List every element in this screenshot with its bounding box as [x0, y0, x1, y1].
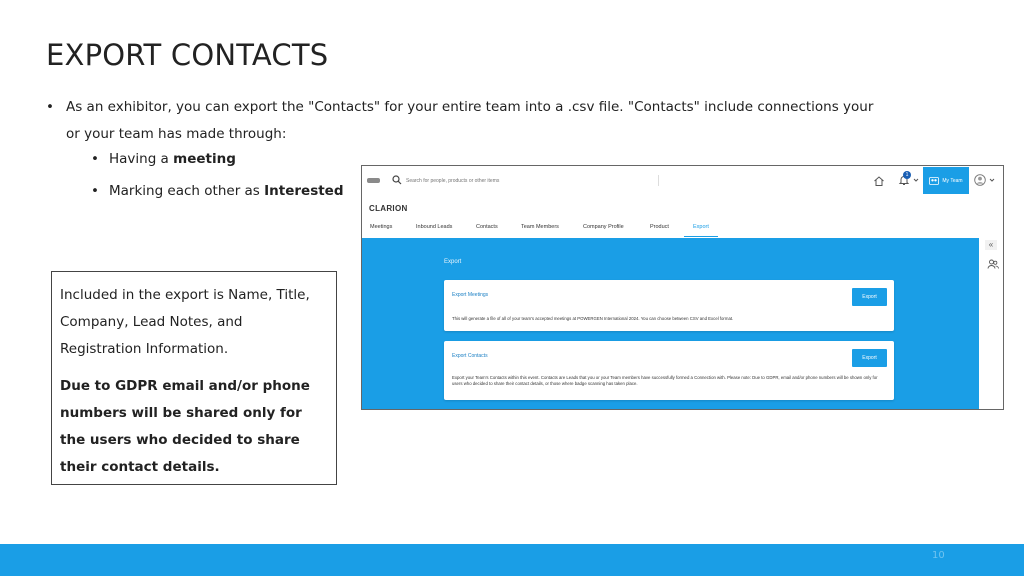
notification-badge: 1	[903, 171, 911, 179]
sub-bullet-bold: meeting	[173, 151, 236, 167]
export-heading: Export	[444, 259, 462, 265]
info-box	[51, 271, 337, 485]
tab-team-members[interactable]: Team Members	[521, 224, 559, 230]
main-bullet-text: As an exhibitor, you can export the "Contacts" for your entire team into a .csv file. "Contacts" include connections your or your team has made through:	[66, 99, 874, 142]
export-panel	[362, 238, 979, 410]
nav-tabs	[362, 221, 1003, 237]
search-input[interactable]	[406, 174, 656, 187]
chevron-down-icon[interactable]	[913, 177, 919, 183]
tab-inbound-leads[interactable]: Inbound Leads	[416, 224, 453, 230]
export-meetings-card	[444, 280, 894, 331]
export-contacts-button[interactable]: Export	[852, 349, 887, 367]
avatar-icon[interactable]	[974, 174, 986, 186]
home-icon[interactable]	[873, 175, 885, 187]
bullet-symbol: •	[91, 151, 99, 167]
chevron-down-icon[interactable]	[989, 177, 995, 183]
app-screenshot	[361, 165, 1004, 410]
main-bullet	[46, 94, 876, 148]
search-icon	[392, 175, 402, 185]
divider	[658, 175, 659, 186]
info-box-gdpr-note: Due to GDPR email and/or phone numbers will be shared only for the users who decided to share their contact details.	[60, 378, 310, 475]
my-team-button[interactable]	[923, 167, 969, 194]
page-number: 10	[932, 550, 945, 561]
menu-icon[interactable]	[367, 178, 380, 183]
sub-bullet-bold: Interested	[264, 183, 344, 199]
bullet-symbol: •	[91, 183, 99, 199]
card-description: This will generate a file of all of your team's accepted meetings at POWERGEN International 2024. You can choose between CSV and Excel format.	[452, 316, 734, 321]
people-icon[interactable]	[987, 258, 999, 270]
sub-bullet-meeting	[91, 151, 236, 167]
sub-bullet-text: Having a	[108, 151, 174, 167]
tab-meetings[interactable]: Meetings	[370, 224, 393, 230]
tab-export[interactable]: Export	[684, 221, 718, 237]
right-rail	[979, 238, 1004, 410]
export-meetings-button[interactable]: Export	[852, 288, 887, 306]
export-contacts-card	[444, 341, 894, 400]
brand-name: CLARION	[369, 204, 408, 213]
my-team-label: My Team	[942, 177, 963, 184]
footer-bar	[0, 544, 1024, 576]
tab-company-profile[interactable]: Company Profile	[583, 224, 624, 230]
sub-bullet-text: Marking each other as	[108, 183, 265, 199]
info-box-paragraph: Included in the export is Name, Title, Company, Lead Notes, and Registration Information.	[60, 287, 310, 357]
sub-bullet-interested	[91, 183, 344, 199]
bullet-symbol: •	[46, 99, 54, 115]
tab-contacts[interactable]: Contacts	[476, 224, 498, 230]
app-top-bar	[362, 166, 1003, 196]
collapse-icon[interactable]: «	[985, 240, 997, 250]
card-title: Export Contacts	[452, 353, 488, 359]
card-title: Export Meetings	[452, 292, 489, 298]
slide-title: EXPORT CONTACTS	[46, 38, 329, 72]
tab-product[interactable]: Product	[650, 224, 669, 230]
team-icon	[929, 177, 939, 185]
card-description: Export your Team's Contacts within this event. Contacts are Leads that you or your Team members have successfully formed a Connection with. Please note: Due to GDPR, email and/or phone numbers will be shown only for users who decided to share their contact details, or those where badge scanning has taken place.	[452, 375, 878, 386]
